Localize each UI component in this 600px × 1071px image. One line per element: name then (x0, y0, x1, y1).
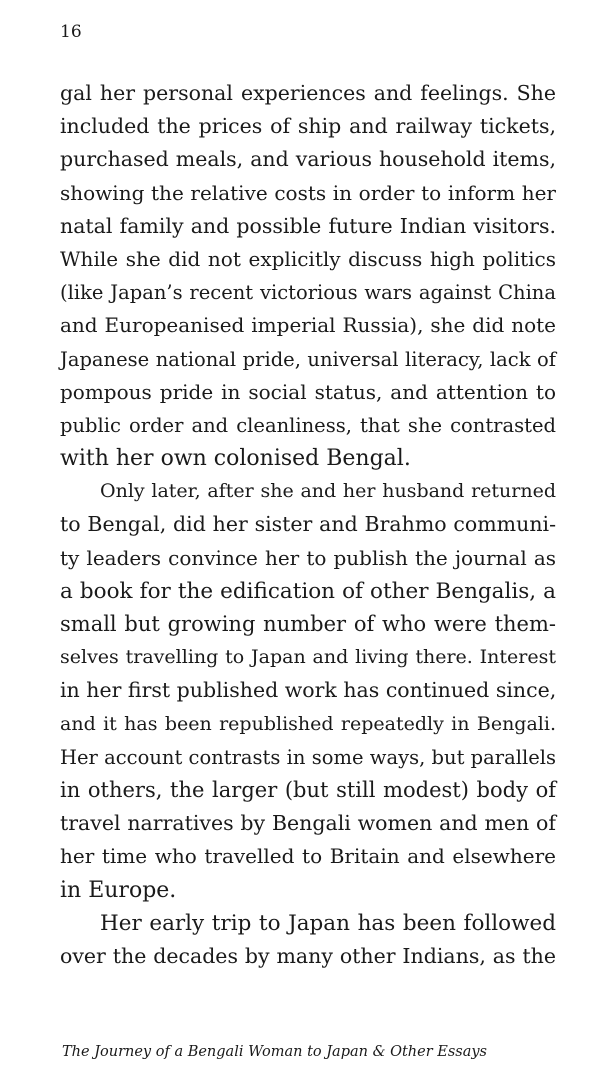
text-line: selves travelling to Japan and living there. Interest (60, 646, 556, 669)
text-line: with her own colonised Bengal. (60, 446, 411, 472)
text-line: in Europe. (60, 877, 177, 903)
text-line: Only later, after she and her husband returned (100, 480, 556, 503)
text-line: small but growing number of who were them- (60, 612, 556, 636)
text-line: gal her personal experiences and feelings. She (60, 81, 556, 105)
text-line: Japanese national pride, universal literacy, lack of (60, 347, 556, 371)
text-line: and it has been republished repeatedly in Bengali. (60, 712, 556, 735)
text-line: purchased meals, and various household items, (60, 147, 556, 172)
text-line: a book for the edification of other Bengalis, a (60, 578, 556, 604)
text-line: showing the relative costs in order to inform her (60, 180, 556, 205)
page-number: 16 (60, 22, 82, 42)
text-line: in others, the larger (but still modest) body of (60, 777, 556, 802)
text-line: Her account contrasts in some ways, but parallels (60, 745, 556, 769)
text-line: public order and cleanliness, that she contrasted (60, 413, 556, 437)
text-line: her time who travelled to Britain and elsewhere (60, 844, 556, 869)
text-line: over the decades by many other Indians, as the (60, 943, 556, 968)
text-line: natal family and possible future Indian visitors. (60, 213, 556, 238)
text-line: Her early trip to Japan has been followed (100, 910, 556, 936)
text-line: in her first published work has continued since, (60, 678, 557, 703)
text-line: (like Japan’s recent victorious wars against China (60, 281, 556, 305)
text-line: travel narratives by Bengali women and men of (60, 811, 556, 836)
body-text (60, 77, 556, 973)
running-footer: The Journey of a Bengali Woman to Japan & Other Essays (62, 1044, 488, 1060)
text-line: pompous pride in social status, and attention to (60, 379, 556, 404)
text-line: While she did not explicitly discuss high politics (60, 246, 556, 271)
text-line: ty leaders convince her to publish the journal as (60, 545, 556, 570)
text-line: to Bengal, did her sister and Brahmo communi- (60, 512, 556, 537)
text-line: and Europeanised imperial Russia), she did note (60, 313, 556, 338)
text-line: included the prices of ship and railway tickets, (60, 114, 556, 139)
